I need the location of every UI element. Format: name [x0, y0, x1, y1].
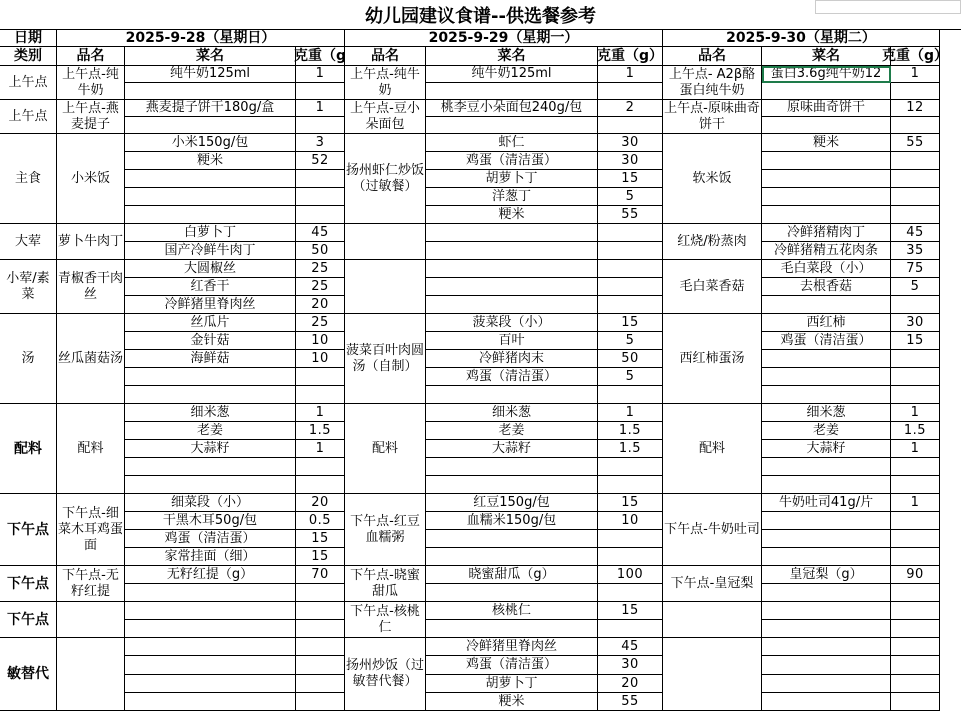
day2-dish-header[interactable]: 品名: [345, 47, 426, 66]
day2-weight[interactable]: 1: [598, 66, 663, 83]
day1-weight[interactable]: [296, 386, 345, 404]
day2-weight[interactable]: 30: [598, 656, 663, 675]
day2-ingredient[interactable]: 鸡蛋（清洁蛋）: [426, 656, 598, 675]
day3-weight[interactable]: 15: [891, 332, 940, 350]
category-cell[interactable]: 敏替代: [0, 638, 57, 711]
day3-weight[interactable]: [891, 512, 940, 530]
category-cell[interactable]: 下午点: [0, 602, 57, 638]
day3-weight[interactable]: 45: [891, 224, 940, 242]
day3-weight[interactable]: 90: [891, 566, 940, 584]
day1-ingredient[interactable]: [125, 117, 296, 134]
day1-ingredient[interactable]: 丝瓜片: [125, 314, 296, 332]
day1-ingredient[interactable]: [125, 170, 296, 188]
day1-ingredient[interactable]: 红香干: [125, 278, 296, 296]
day1-weight[interactable]: [296, 206, 345, 224]
day3-ingredient[interactable]: [762, 602, 891, 620]
day3-ingredient[interactable]: [762, 675, 891, 693]
day1-weight[interactable]: [296, 458, 345, 476]
day3-ingredient[interactable]: [762, 206, 891, 224]
day1-weight[interactable]: [296, 83, 345, 100]
day2-ingredient[interactable]: [426, 83, 598, 100]
day1-ingredient[interactable]: [125, 620, 296, 638]
category-cell[interactable]: 下午点: [0, 566, 57, 602]
day2-weight[interactable]: 15: [598, 494, 663, 512]
day1-weight[interactable]: [296, 638, 345, 656]
day2-weight[interactable]: [598, 224, 663, 242]
day3-dish[interactable]: [663, 602, 762, 638]
day2-ingredient[interactable]: [426, 584, 598, 602]
day2-weight[interactable]: 30: [598, 134, 663, 152]
day2-dish[interactable]: 扬州炒饭（过敏替代餐）: [345, 638, 426, 711]
day3-ingredient[interactable]: 毛白菜段（小）: [762, 260, 891, 278]
day2-weight[interactable]: 50: [598, 350, 663, 368]
day2-weight[interactable]: [598, 530, 663, 548]
day3-ingredient[interactable]: [762, 693, 891, 711]
day1-ingredient[interactable]: [125, 368, 296, 386]
day1-ingredient[interactable]: [125, 675, 296, 693]
day1-ingredient[interactable]: [125, 206, 296, 224]
category-cell[interactable]: 上午点: [0, 100, 57, 134]
day3-ingredient[interactable]: [762, 152, 891, 170]
day2-ingredient-header[interactable]: 菜名: [426, 47, 598, 66]
day2-ingredient[interactable]: 红豆150g/包: [426, 494, 598, 512]
day2-dish[interactable]: 下午点-核桃仁: [345, 602, 426, 638]
day3-weight[interactable]: 1.5: [891, 422, 940, 440]
day3-ingredient[interactable]: [762, 368, 891, 386]
day3-weight[interactable]: 1: [891, 66, 940, 83]
date-label[interactable]: 日期: [0, 30, 57, 47]
day1-weight-header[interactable]: 克重（g: [293, 48, 347, 64]
day2-weight-header[interactable]: 克重（g）: [596, 48, 664, 64]
day3-ingredient[interactable]: [762, 170, 891, 188]
day1-dish[interactable]: [57, 602, 125, 638]
day1-date[interactable]: 2025-9-28（星期日）: [57, 30, 345, 47]
day3-weight[interactable]: 35: [891, 242, 940, 260]
category-cell[interactable]: 大荤: [0, 224, 57, 260]
day2-ingredient[interactable]: [426, 620, 598, 638]
day1-weight[interactable]: 50: [296, 242, 345, 260]
day1-ingredient-header[interactable]: 菜名: [125, 47, 296, 66]
day1-ingredient[interactable]: [125, 638, 296, 656]
day2-ingredient[interactable]: 细米葱: [426, 404, 598, 422]
day2-ingredient[interactable]: 鸡蛋（清洁蛋）: [426, 368, 598, 386]
category-cell[interactable]: 主食: [0, 134, 57, 224]
day2-ingredient[interactable]: [426, 548, 598, 566]
day3-weight[interactable]: [891, 117, 940, 134]
day2-ingredient[interactable]: [426, 476, 598, 494]
day1-ingredient[interactable]: [125, 458, 296, 476]
day3-ingredient[interactable]: 粳米: [762, 134, 891, 152]
day3-weight[interactable]: [891, 368, 940, 386]
day1-weight[interactable]: [296, 602, 345, 620]
day1-ingredient[interactable]: 大蒜籽: [125, 440, 296, 458]
day3-dish[interactable]: 上午点-原味曲奇饼干: [663, 100, 762, 134]
day3-ingredient[interactable]: [762, 530, 891, 548]
day1-weight[interactable]: 1: [296, 404, 345, 422]
day3-ingredient[interactable]: 老姜: [762, 422, 891, 440]
day3-ingredient[interactable]: [762, 656, 891, 675]
day2-ingredient[interactable]: 胡萝卜丁: [426, 675, 598, 693]
category-cell[interactable]: 配料: [0, 404, 57, 494]
day3-weight[interactable]: [891, 693, 940, 711]
day1-dish-header[interactable]: 品名: [57, 47, 125, 66]
day3-ingredient[interactable]: [762, 584, 891, 602]
day1-ingredient[interactable]: [125, 476, 296, 494]
day2-ingredient[interactable]: 血糯米150g/包: [426, 512, 598, 530]
day3-dish[interactable]: 上午点- A2β酪蛋白纯牛奶: [663, 66, 762, 100]
sheet-title[interactable]: 幼儿园建议食谱--供选餐参考: [0, 0, 961, 30]
day3-ingredient[interactable]: [762, 620, 891, 638]
day3-weight[interactable]: 75: [891, 260, 940, 278]
day2-ingredient[interactable]: [426, 117, 598, 134]
day2-ingredient[interactable]: 菠菜段（小）: [426, 314, 598, 332]
day2-dish[interactable]: 配料: [345, 404, 426, 494]
day3-weight[interactable]: 1: [891, 404, 940, 422]
day1-dish[interactable]: 下午点-无籽红提: [57, 566, 125, 602]
day1-ingredient[interactable]: 鸡蛋（清洁蛋）: [125, 530, 296, 548]
category-label[interactable]: 类别: [0, 47, 57, 66]
day3-weight[interactable]: [891, 83, 940, 100]
day1-weight[interactable]: 70: [296, 566, 345, 584]
day3-ingredient[interactable]: 牛奶吐司41g/片: [762, 494, 891, 512]
day3-weight[interactable]: 1: [891, 494, 940, 512]
day2-weight[interactable]: [598, 260, 663, 278]
day1-weight[interactable]: 1: [296, 66, 345, 83]
day1-ingredient[interactable]: [125, 584, 296, 602]
day1-dish[interactable]: 上午点-纯牛奶: [57, 66, 125, 100]
day3-weight-header[interactable]: 克重（g）: [881, 48, 949, 64]
day2-ingredient[interactable]: [426, 296, 598, 314]
day1-dish[interactable]: 配料: [57, 404, 125, 494]
day1-weight[interactable]: 3: [296, 134, 345, 152]
day1-weight[interactable]: 52: [296, 152, 345, 170]
day1-weight[interactable]: [296, 368, 345, 386]
day3-ingredient[interactable]: [762, 83, 891, 100]
day3-weight[interactable]: [891, 476, 940, 494]
day2-weight[interactable]: 1: [598, 404, 663, 422]
day2-ingredient[interactable]: 冷鲜猪肉末: [426, 350, 598, 368]
day2-dish[interactable]: [345, 260, 426, 314]
day2-dish[interactable]: 下午点-晓蜜甜瓜: [345, 566, 426, 602]
day3-dish[interactable]: 软米饭: [663, 134, 762, 224]
day3-weight[interactable]: 30: [891, 314, 940, 332]
day3-ingredient[interactable]: 冷鲜猪精肉丁: [762, 224, 891, 242]
day3-weight[interactable]: [891, 170, 940, 188]
day1-ingredient[interactable]: [125, 656, 296, 675]
day2-ingredient[interactable]: 桃李豆小朵面包240g/包: [426, 100, 598, 117]
day1-ingredient[interactable]: 金针菇: [125, 332, 296, 350]
day1-weight[interactable]: 15: [296, 530, 345, 548]
day3-dish[interactable]: 西红柿蛋汤: [663, 314, 762, 404]
day2-weight[interactable]: 1.5: [598, 440, 663, 458]
day2-weight[interactable]: 20: [598, 675, 663, 693]
day1-ingredient[interactable]: 细米葱: [125, 404, 296, 422]
day1-ingredient[interactable]: 粳米: [125, 152, 296, 170]
day1-ingredient[interactable]: 白萝卜丁: [125, 224, 296, 242]
day1-weight[interactable]: 10: [296, 332, 345, 350]
day2-ingredient[interactable]: [426, 242, 598, 260]
day2-dish[interactable]: 扬州虾仁炒饭（过敏餐）: [345, 134, 426, 224]
day2-weight[interactable]: [598, 620, 663, 638]
day2-weight[interactable]: [598, 548, 663, 566]
day1-weight[interactable]: [296, 620, 345, 638]
day1-weight[interactable]: 25: [296, 278, 345, 296]
day2-weight[interactable]: 30: [598, 152, 663, 170]
day1-dish[interactable]: 下午点-细菜木耳鸡蛋面: [57, 494, 125, 566]
day2-ingredient[interactable]: 核桃仁: [426, 602, 598, 620]
category-cell[interactable]: 下午点: [0, 494, 57, 566]
day2-weight[interactable]: [598, 83, 663, 100]
day2-weight[interactable]: [598, 584, 663, 602]
day1-weight[interactable]: 1.5: [296, 422, 345, 440]
day1-weight[interactable]: [296, 656, 345, 675]
day1-ingredient[interactable]: 国产冷鲜牛肉丁: [125, 242, 296, 260]
day2-ingredient[interactable]: 虾仁: [426, 134, 598, 152]
day2-weight[interactable]: 15: [598, 314, 663, 332]
day3-weight[interactable]: [891, 530, 940, 548]
day1-weight[interactable]: [296, 188, 345, 206]
day3-ingredient[interactable]: [762, 117, 891, 134]
day1-weight[interactable]: 45: [296, 224, 345, 242]
day1-ingredient[interactable]: 无籽红提（g）: [125, 566, 296, 584]
day2-weight[interactable]: 1.5: [598, 422, 663, 440]
name-box-overlay: [815, 0, 961, 14]
day3-ingredient[interactable]: 细米葱: [762, 404, 891, 422]
day3-dish[interactable]: [663, 638, 762, 711]
day1-weight[interactable]: 0.5: [296, 512, 345, 530]
day3-ingredient[interactable]: [762, 476, 891, 494]
day2-ingredient[interactable]: [426, 260, 598, 278]
day3-dish[interactable]: 下午点-牛奶吐司: [663, 494, 762, 566]
day1-dish[interactable]: 青椒香干肉丝: [57, 260, 125, 314]
day1-weight[interactable]: [296, 117, 345, 134]
day3-ingredient[interactable]: [762, 188, 891, 206]
day2-weight[interactable]: 5: [598, 188, 663, 206]
day1-ingredient[interactable]: [125, 693, 296, 711]
day2-weight[interactable]: [598, 458, 663, 476]
day2-weight[interactable]: [598, 117, 663, 134]
day3-weight[interactable]: [891, 656, 940, 675]
day2-weight[interactable]: 15: [598, 170, 663, 188]
day1-ingredient[interactable]: 老姜: [125, 422, 296, 440]
day3-dish[interactable]: 毛白菜香菇: [663, 260, 762, 314]
day3-ingredient[interactable]: [762, 458, 891, 476]
day2-ingredient[interactable]: 粳米: [426, 206, 598, 224]
day2-ingredient[interactable]: 冷鲜猪里脊肉丝: [426, 638, 598, 656]
day1-ingredient[interactable]: [125, 188, 296, 206]
day1-weight[interactable]: 1: [296, 440, 345, 458]
day1-ingredient[interactable]: 燕麦提子饼干180g/盒: [125, 100, 296, 117]
day2-weight[interactable]: 10: [598, 512, 663, 530]
day2-weight[interactable]: 55: [598, 693, 663, 711]
day3-dish[interactable]: 配料: [663, 404, 762, 494]
day2-dish[interactable]: 上午点-纯牛奶: [345, 66, 426, 100]
day1-dish[interactable]: 上午点-燕麦提子: [57, 100, 125, 134]
day3-weight[interactable]: 55: [891, 134, 940, 152]
day2-weight[interactable]: 100: [598, 566, 663, 584]
day3-ingredient[interactable]: [762, 386, 891, 404]
day3-ingredient[interactable]: [762, 638, 891, 656]
day1-weight[interactable]: 1: [296, 100, 345, 117]
day1-ingredient[interactable]: 细菜段（小）: [125, 494, 296, 512]
day1-weight[interactable]: [296, 675, 345, 693]
day3-ingredient[interactable]: 去根香菇: [762, 278, 891, 296]
day3-weight[interactable]: [891, 675, 940, 693]
day3-weight[interactable]: [891, 638, 940, 656]
category-cell[interactable]: 上午点: [0, 66, 57, 100]
day2-ingredient[interactable]: 老姜: [426, 422, 598, 440]
day2-weight[interactable]: [598, 386, 663, 404]
day3-weight[interactable]: 1: [891, 440, 940, 458]
day1-ingredient[interactable]: 大圆椒丝: [125, 260, 296, 278]
day1-ingredient[interactable]: [125, 386, 296, 404]
day1-weight[interactable]: [296, 584, 345, 602]
day3-weight[interactable]: [891, 188, 940, 206]
day3-ingredient[interactable]: 蛋白3.6g纯牛奶12: [762, 66, 891, 83]
day2-ingredient[interactable]: 百叶: [426, 332, 598, 350]
day2-weight[interactable]: 45: [598, 638, 663, 656]
day3-ingredient[interactable]: [762, 296, 891, 314]
day3-weight[interactable]: [891, 206, 940, 224]
day2-ingredient[interactable]: 纯牛奶125ml: [426, 66, 598, 83]
day1-weight[interactable]: [296, 476, 345, 494]
day3-ingredient[interactable]: 原味曲奇饼干: [762, 100, 891, 117]
day2-ingredient[interactable]: 胡萝卜丁: [426, 170, 598, 188]
day3-date[interactable]: 2025-9-30（星期二）: [663, 30, 940, 47]
day2-ingredient[interactable]: [426, 458, 598, 476]
day2-ingredient[interactable]: 大蒜籽: [426, 440, 598, 458]
day2-ingredient[interactable]: 鸡蛋（清洁蛋）: [426, 152, 598, 170]
day1-dish[interactable]: 萝卜牛肉丁: [57, 224, 125, 260]
day3-weight[interactable]: [891, 152, 940, 170]
day2-weight[interactable]: 5: [598, 368, 663, 386]
day3-ingredient[interactable]: 西红柿: [762, 314, 891, 332]
day3-weight[interactable]: [891, 458, 940, 476]
day1-weight[interactable]: [296, 170, 345, 188]
day2-weight[interactable]: [598, 296, 663, 314]
day2-weight[interactable]: 15: [598, 602, 663, 620]
day2-weight[interactable]: 2: [598, 100, 663, 117]
day1-ingredient[interactable]: [125, 83, 296, 100]
day1-weight[interactable]: [296, 693, 345, 711]
day1-weight[interactable]: 25: [296, 260, 345, 278]
day1-ingredient[interactable]: 干黑木耳50g/包: [125, 512, 296, 530]
day3-ingredient-header[interactable]: 菜名: [762, 47, 891, 66]
day3-weight[interactable]: 12: [891, 100, 940, 117]
day2-ingredient[interactable]: 洋葱丁: [426, 188, 598, 206]
day2-ingredient[interactable]: [426, 224, 598, 242]
day3-weight[interactable]: [891, 350, 940, 368]
day2-weight[interactable]: [598, 242, 663, 260]
day3-weight[interactable]: [891, 584, 940, 602]
day2-ingredient[interactable]: [426, 278, 598, 296]
day3-ingredient[interactable]: 皇冠梨（g）: [762, 566, 891, 584]
day2-ingredient[interactable]: 晓蜜甜瓜（g）: [426, 566, 598, 584]
category-cell[interactable]: 汤: [0, 314, 57, 404]
day3-weight[interactable]: [891, 548, 940, 566]
day1-ingredient[interactable]: 家常挂面（细）: [125, 548, 296, 566]
day3-ingredient[interactable]: [762, 350, 891, 368]
day1-weight[interactable]: 20: [296, 494, 345, 512]
day2-dish[interactable]: [345, 224, 426, 260]
day3-weight[interactable]: 5: [891, 278, 940, 296]
day3-weight[interactable]: [891, 602, 940, 620]
day1-weight[interactable]: 15: [296, 548, 345, 566]
day2-weight[interactable]: 55: [598, 206, 663, 224]
day1-weight[interactable]: 10: [296, 350, 345, 368]
day3-dish-header[interactable]: 品名: [663, 47, 762, 66]
day1-ingredient[interactable]: 海鲜菇: [125, 350, 296, 368]
day2-date[interactable]: 2025-9-29（星期一）: [345, 30, 663, 47]
category-cell[interactable]: 小荤/素菜: [0, 260, 57, 314]
day2-dish[interactable]: 下午点-红豆血糯粥: [345, 494, 426, 566]
day1-weight[interactable]: 25: [296, 314, 345, 332]
day2-ingredient[interactable]: 粳米: [426, 693, 598, 711]
day3-ingredient[interactable]: [762, 548, 891, 566]
day3-dish[interactable]: 下午点-皇冠梨: [663, 566, 762, 602]
day3-weight[interactable]: [891, 296, 940, 314]
day3-ingredient[interactable]: 大蒜籽: [762, 440, 891, 458]
day2-weight[interactable]: [598, 278, 663, 296]
day1-ingredient[interactable]: [125, 602, 296, 620]
day2-weight[interactable]: 5: [598, 332, 663, 350]
day2-dish[interactable]: 菠菜百叶肉圆汤（自制）: [345, 314, 426, 404]
day3-weight[interactable]: [891, 386, 940, 404]
day2-ingredient[interactable]: [426, 530, 598, 548]
day2-ingredient[interactable]: [426, 386, 598, 404]
day1-ingredient[interactable]: 小米150g/包: [125, 134, 296, 152]
day1-ingredient[interactable]: 纯牛奶125ml: [125, 66, 296, 83]
day1-dish[interactable]: 小米饭: [57, 134, 125, 224]
day3-ingredient[interactable]: 鸡蛋（清洁蛋）: [762, 332, 891, 350]
day3-dish[interactable]: 红烧/粉蒸肉: [663, 224, 762, 260]
day2-weight[interactable]: [598, 476, 663, 494]
day2-dish[interactable]: 上午点-豆小朵面包: [345, 100, 426, 134]
day1-ingredient[interactable]: 冷鲜猪里脊肉丝: [125, 296, 296, 314]
day1-weight[interactable]: 20: [296, 296, 345, 314]
day3-weight[interactable]: [891, 620, 940, 638]
day3-ingredient[interactable]: 冷鲜猪精五花肉条: [762, 242, 891, 260]
day3-ingredient[interactable]: [762, 512, 891, 530]
day1-dish[interactable]: [57, 638, 125, 711]
day1-dish[interactable]: 丝瓜菌菇汤: [57, 314, 125, 404]
